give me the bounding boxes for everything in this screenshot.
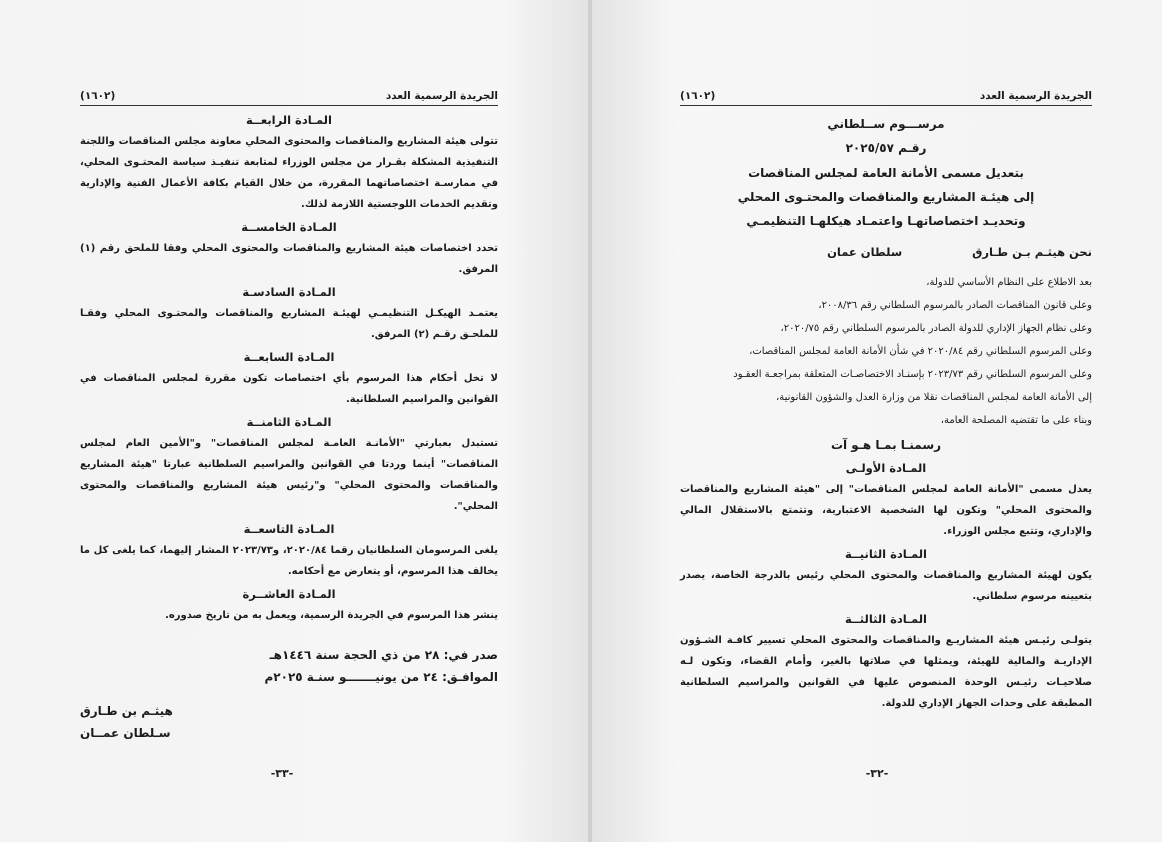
preamble-line: وعلى المرسوم السلطاني رقم ٢٠٢٣/٧٣ بإسنـاد الاختصاصـات المتعلقة بمراجعـة العقـود bbox=[733, 369, 1092, 380]
preamble-line: وعلى نظام الجهاز الإداري للدولة الصادر بالمرسوم السلطاني رقم ٢٠٢٠/٧٥، bbox=[780, 323, 1092, 334]
running-header bbox=[80, 90, 498, 106]
page-number-left: -٣٣- bbox=[270, 767, 294, 780]
article-3-title: المـادة الثالثــة bbox=[844, 612, 928, 626]
page-right bbox=[592, 0, 1162, 842]
article-9-text: يلغى المرسومان السلطانيان رقما ٢٠٢٠/٨٤، و٢٠٢٣/٧٣ المشار إليهما، كما يلغى كل ما يخالف هذا المرسوم، أو يتعارض مع أحكامه. bbox=[80, 545, 498, 577]
decree-subject-line-3: وتحديـد اختصاصاتهـا واعتمـاد هيكلهـا التنظيمـي bbox=[746, 214, 1026, 228]
page-left-content bbox=[80, 90, 498, 744]
article-6-title: المـادة السادسـة bbox=[242, 285, 336, 299]
page-number-right: -٣٢- bbox=[865, 767, 889, 780]
decree-heading: مرســـوم ســلطاني bbox=[827, 117, 945, 131]
issuer-title: سلطان عمان bbox=[827, 245, 903, 259]
article-5-title: المـادة الخامســة bbox=[241, 220, 337, 234]
preamble-line: بعد الاطلاع على النظام الأساسي للدولة، bbox=[926, 277, 1092, 288]
article-2-title: المـادة الثانيــة bbox=[844, 547, 928, 561]
issuer-line bbox=[680, 245, 1092, 259]
article-1-text: يعدل مسمى "الأمانة العامة لمجلس المناقصات" إلى "هيئة المشاريع والمناقصات والمحتوى المحلي" وتكون لها الشخصية الاعتبارية، وتتمتع بالاستقلال المالي والإداري، وتتبع مجلس الوزراء. bbox=[680, 484, 1092, 537]
preamble-line: وعلى قانون المناقصات الصادر بالمرسوم السلطاني رقم ٢٠٠٨/٣٦، bbox=[818, 300, 1092, 311]
header-journal-right: الجريدة الرسمية العدد bbox=[979, 90, 1092, 102]
header-issue: (١٦٠٢) bbox=[80, 90, 116, 102]
preamble-line: وبناء على ما تقتضيه المصلحة العامة، bbox=[940, 415, 1092, 426]
article-5-text: تحدد اختصاصات هيئة المشاريع والمناقصات والمحتوى المحلي وفقا للملحق رقم (١) المرفق. bbox=[80, 243, 498, 275]
article-8-title: المـادة الثامنــة bbox=[246, 415, 332, 429]
issue-date-block bbox=[80, 644, 498, 688]
preamble bbox=[680, 271, 1092, 432]
header-issue-right: (١٦٠٢) bbox=[680, 90, 716, 102]
signature-name: هيثـم بن طـارق bbox=[80, 704, 173, 718]
article-7-text: لا تخل أحكام هذا المرسوم بأي اختصاصات تكون مقررة لمجلس المناقصات في القوانين والمراسيم السلطانية. bbox=[80, 373, 498, 405]
running-header-right bbox=[680, 90, 1092, 106]
decreed-heading: رسمنـا بمـا هـو آت bbox=[830, 438, 942, 452]
signature-title: سـلطان عمــان bbox=[80, 726, 171, 740]
decree-number: رقـم ٢٠٢٥/٥٧ bbox=[845, 141, 927, 155]
header-journal: الجريدة الرسمية العدد bbox=[385, 90, 498, 102]
page-right-content bbox=[680, 90, 1092, 714]
issue-date-hijri: صدر في: ٢٨ من ذي الحجة سنة ١٤٤٦هـ bbox=[269, 648, 498, 662]
article-4-title: المـادة الرابعــة bbox=[246, 113, 332, 127]
article-9-title: المـادة التاسعــة bbox=[243, 522, 335, 536]
article-10-text: ينشر هذا المرسوم في الجريدة الرسمية، ويعمل به من تاريخ صدوره. bbox=[165, 610, 498, 621]
article-3-text: يتولـى رئيـس هيئة المشاريـع والمناقصات والمحتوى المحلي تسيير كافـة الشـؤون الإداريـة والمالية للهيئة، ويمثلها في صلاتها بالغير، وأمام القضاء، وتكون لـه صلاحيـات رئيـس الوحدة المنصوص عليها في القوانين والمراسيم السلطانية المطبقة على وحدات الجهاز الإداري للدولة. bbox=[680, 635, 1092, 709]
issue-date-gregorian: الموافـق: ٢٤ من يونيـــــــو سنـة ٢٠٢٥م bbox=[264, 670, 498, 684]
decree-subject-line-2: إلى هيئـة المشاريع والمناقصات والمحتـوى المحلي bbox=[737, 190, 1035, 204]
decree-subject-line-1: بتعديل مسمى الأمانة العامة لمجلس المناقصات bbox=[748, 166, 1024, 180]
preamble-line: إلى الأمانة العامة لمجلس المناقصات نقلا من وزارة العدل والشؤون القانونية، bbox=[776, 392, 1092, 403]
article-8-text: تستبدل بعبارتي "الأمانـة العامـة لمجلس المناقصات" و"الأمين العام لمجلس المناقصات" أينما وردتا في القوانين والمراسيم السلطانية عبارتا "هيئة المشاريع والمناقصات والمحتوى المحلي" و"رئيس هيئة المشاريع والمناقصات والمحتوى المحلي". bbox=[80, 438, 498, 512]
article-10-title: المـادة العاشــرة bbox=[242, 587, 336, 601]
preamble-line: وعلى المرسوم السلطاني رقم ٢٠٢٠/٨٤ في شأن الأمانة العامة لمجلس المناقصات، bbox=[749, 346, 1092, 357]
article-2-text: يكون لهيئة المشاريع والمناقصات والمحتوى المحلي رئيس بالدرجة الخاصة، يصدر بتعيينه مرسوم سلطاني. bbox=[680, 570, 1092, 602]
article-7-title: المـادة السابعــة bbox=[243, 350, 335, 364]
signature-block bbox=[80, 700, 498, 744]
issuer-name: نحن هيثـم بـن طـارق bbox=[972, 245, 1092, 259]
article-1-title: المـادة الأولـى bbox=[845, 461, 927, 475]
article-6-text: يعتمـد الهيكـل التنظيمـي لهيئـة المشاريع والمناقصات والمحتـوى المحلي وفقـا للملحـق رقـم (٢) المرفق. bbox=[80, 308, 498, 340]
article-4-text: تتولى هيئة المشاريع والمناقصات والمحتوى المحلي معاونة مجلس المناقصات واللجنة التنفيذية المشكلة بقـرار من مجلس الوزراء لمتابعة تنفيـذ سياسة المحتـوى المحلي، في ممارسـة اختصاصاتهما المقررة، من خلال القيام بكافة الأعمال الفنية والإدارية وتقديم الخدمات اللوجستية اللازمة لذلك. bbox=[80, 136, 498, 210]
